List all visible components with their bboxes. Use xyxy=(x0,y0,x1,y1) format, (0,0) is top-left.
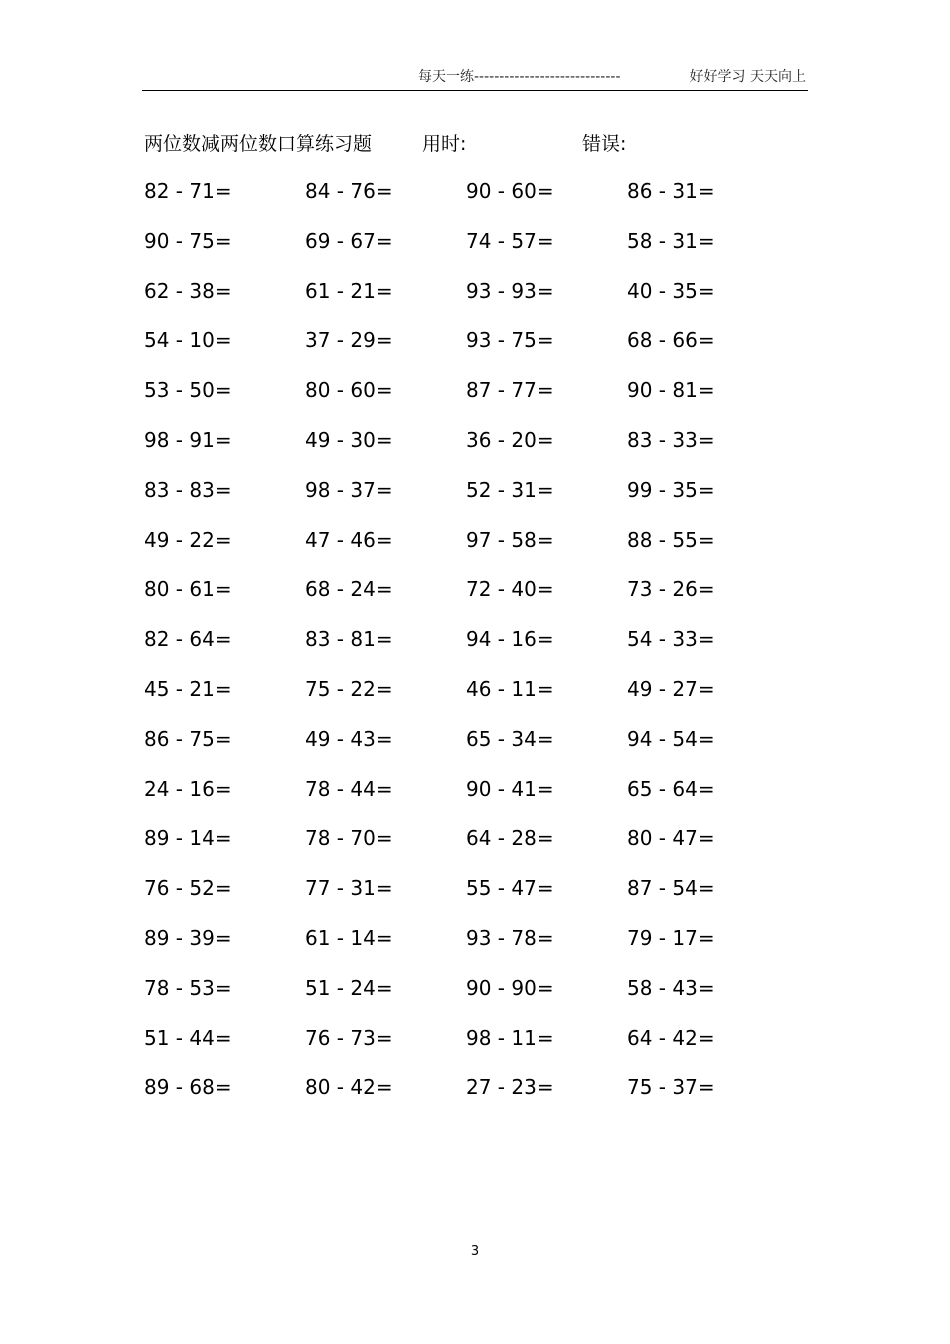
problem-item: 94 - 54= xyxy=(627,726,715,751)
problem-item: 51 - 44= xyxy=(144,1025,232,1050)
problem-item: 88 - 55= xyxy=(627,527,715,552)
problem-item: 83 - 33= xyxy=(627,427,715,452)
problem-item: 76 - 52= xyxy=(144,876,232,901)
problem-item: 47 - 46= xyxy=(305,527,393,552)
problem-item: 80 - 60= xyxy=(305,378,393,403)
problem-item: 89 - 39= xyxy=(144,925,232,950)
problem-row xyxy=(144,476,788,526)
problem-item: 65 - 34= xyxy=(466,726,554,751)
errors-label: 错误: xyxy=(582,133,627,155)
problem-item: 82 - 64= xyxy=(144,627,232,652)
problem-item: 93 - 75= xyxy=(466,328,554,353)
problem-item: 93 - 93= xyxy=(466,278,554,303)
problem-item: 90 - 60= xyxy=(466,179,554,203)
problem-item: 80 - 61= xyxy=(144,577,232,602)
problem-row xyxy=(144,874,788,924)
problem-item: 87 - 77= xyxy=(466,378,554,403)
problem-item: 53 - 50= xyxy=(144,378,232,403)
problem-row xyxy=(144,924,788,974)
problem-item: 69 - 67= xyxy=(305,228,393,253)
problem-item: 46 - 11= xyxy=(466,676,554,701)
problem-item: 61 - 14= xyxy=(305,925,393,950)
problem-item: 94 - 16= xyxy=(466,627,554,652)
problem-item: 68 - 24= xyxy=(305,577,393,602)
problem-item: 82 - 71= xyxy=(144,179,232,203)
problem-item: 72 - 40= xyxy=(466,577,554,602)
problem-item: 86 - 31= xyxy=(627,179,715,203)
problem-item: 51 - 24= xyxy=(305,975,393,1000)
problem-item: 61 - 21= xyxy=(305,278,393,303)
problem-item: 99 - 35= xyxy=(627,477,715,502)
problem-item: 78 - 44= xyxy=(305,776,393,801)
problem-item: 97 - 58= xyxy=(466,527,554,552)
problem-item: 55 - 47= xyxy=(466,876,554,901)
worksheet-title: 两位数减两位数口算练习题 xyxy=(144,133,373,155)
problem-item: 90 - 41= xyxy=(466,776,554,801)
problem-row xyxy=(144,277,788,327)
problem-item: 93 - 78= xyxy=(466,925,554,950)
problem-item: 54 - 33= xyxy=(627,627,715,652)
problem-item: 90 - 90= xyxy=(466,975,554,1000)
problem-row xyxy=(144,227,788,277)
problem-row xyxy=(144,426,788,476)
problem-item: 84 - 76= xyxy=(305,179,393,203)
problem-item: 45 - 21= xyxy=(144,676,232,701)
problem-item: 49 - 43= xyxy=(305,726,393,751)
problem-item: 98 - 11= xyxy=(466,1025,554,1050)
problem-item: 58 - 31= xyxy=(627,228,715,253)
title-row xyxy=(144,129,764,157)
problem-item: 78 - 53= xyxy=(144,975,232,1000)
problem-row xyxy=(144,725,788,775)
page-number: 3 xyxy=(470,1244,480,1259)
problem-item: 76 - 73= xyxy=(305,1025,393,1050)
problem-item: 86 - 75= xyxy=(144,726,232,751)
problem-item: 89 - 14= xyxy=(144,826,232,851)
problem-item: 27 - 23= xyxy=(466,1075,554,1100)
problem-item: 79 - 17= xyxy=(627,925,715,950)
problem-row xyxy=(144,675,788,725)
problem-item: 78 - 70= xyxy=(305,826,393,851)
problem-item: 98 - 91= xyxy=(144,427,232,452)
problem-item: 54 - 10= xyxy=(144,328,232,353)
problem-item: 98 - 37= xyxy=(305,477,393,502)
problem-item: 74 - 57= xyxy=(466,228,554,253)
problem-row xyxy=(144,177,788,227)
problem-row xyxy=(144,824,788,874)
problem-item: 49 - 22= xyxy=(144,527,232,552)
problem-item: 58 - 43= xyxy=(627,975,715,1000)
page-header xyxy=(142,64,808,91)
problem-item: 80 - 42= xyxy=(305,1075,393,1100)
problem-item: 24 - 16= xyxy=(144,776,232,801)
problem-item: 37 - 29= xyxy=(305,328,393,353)
problem-row xyxy=(144,575,788,625)
problem-grid xyxy=(144,177,788,1123)
problem-item: 52 - 31= xyxy=(466,477,554,502)
problem-item: 75 - 22= xyxy=(305,676,393,701)
problem-row xyxy=(144,775,788,825)
problem-item: 89 - 68= xyxy=(144,1075,232,1100)
problem-row xyxy=(144,974,788,1024)
problem-item: 87 - 54= xyxy=(627,876,715,901)
problem-item: 90 - 75= xyxy=(144,228,232,253)
time-label: 用时: xyxy=(422,133,467,155)
problem-row xyxy=(144,1024,788,1074)
problem-item: 49 - 30= xyxy=(305,427,393,452)
problem-item: 75 - 37= xyxy=(627,1075,715,1100)
problem-row xyxy=(144,526,788,576)
problem-item: 90 - 81= xyxy=(627,378,715,403)
problem-item: 36 - 20= xyxy=(466,427,554,452)
problem-row xyxy=(144,625,788,675)
problem-item: 65 - 64= xyxy=(627,776,715,801)
problem-item: 80 - 47= xyxy=(627,826,715,851)
problem-item: 83 - 83= xyxy=(144,477,232,502)
problem-item: 64 - 28= xyxy=(466,826,554,851)
problem-item: 83 - 81= xyxy=(305,627,393,652)
header-right-text: 好好学习 天天向上 xyxy=(689,69,806,85)
problem-row xyxy=(144,1073,788,1123)
problem-row xyxy=(144,326,788,376)
problem-item: 73 - 26= xyxy=(627,577,715,602)
problem-item: 49 - 27= xyxy=(627,676,715,701)
problem-row xyxy=(144,376,788,426)
problem-item: 68 - 66= xyxy=(627,328,715,353)
problem-item: 40 - 35= xyxy=(627,278,715,303)
problem-item: 62 - 38= xyxy=(144,278,232,303)
problem-item: 64 - 42= xyxy=(627,1025,715,1050)
header-left-text: 每天一练----------------------------- xyxy=(418,69,621,85)
problem-item: 77 - 31= xyxy=(305,876,393,901)
